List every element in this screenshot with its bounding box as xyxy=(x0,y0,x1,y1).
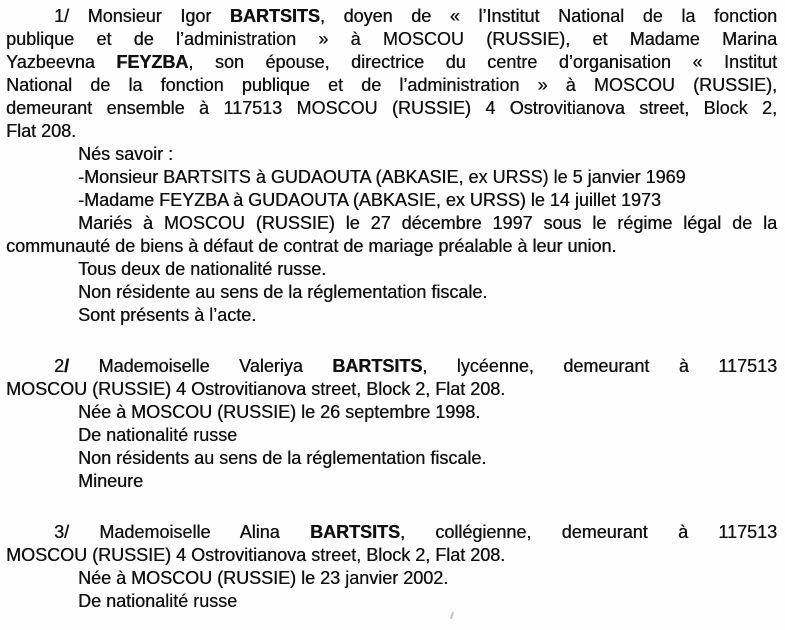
text-line xyxy=(6,97,777,120)
text-line xyxy=(6,5,777,28)
text-line xyxy=(6,378,777,401)
text-segment: Nés savoir : xyxy=(78,144,174,164)
text-segment: MOSCOU (RUSSIE) 4 Ostrovitianova street, Block 2, Flat 208. xyxy=(6,545,506,565)
text-segment: demeurant ensemble à 117513 MOSCOU (RUSSIE) 4 Ostrovitianova street, Block 2, xyxy=(6,98,777,118)
text-segment: Yazbeevna xyxy=(6,52,117,72)
text-segment: -Madame FEYZBA à GUDAOUTA (ABKASIE, ex URSS) le 14 juillet 1973 xyxy=(78,190,661,210)
text-segment: Mineure xyxy=(78,471,144,491)
text-segment: Mariés à MOSCOU (RUSSIE) le 27 décembre 1997 sous le régime légal de la xyxy=(78,213,777,233)
text-segment: , lycéenne, demeurant à 117513 xyxy=(422,356,777,376)
emphasized-name: BARTSITS xyxy=(229,6,320,26)
text-line xyxy=(6,120,777,143)
text-segment: 1/ Monsieur Igor xyxy=(54,6,230,26)
text-line xyxy=(6,189,777,212)
text-line xyxy=(6,28,777,51)
text-segment: , collégienne, demeurant à 117513 xyxy=(399,522,777,542)
text-line xyxy=(6,447,777,470)
text-line xyxy=(6,470,777,493)
text-segment: , doyen de « l’Institut National de la fonction xyxy=(319,6,777,26)
text-line xyxy=(6,544,777,567)
text-segment: MOSCOU (RUSSIE) 4 Ostrovitianova street, Block 2, Flat 208. xyxy=(6,379,506,399)
text-segment: De nationalité russe xyxy=(78,591,238,611)
text-line xyxy=(6,212,777,235)
document-text-block xyxy=(6,5,777,613)
text-line xyxy=(6,304,777,327)
text-line xyxy=(6,281,777,304)
text-line xyxy=(6,258,777,281)
text-segment: Sont présents à l’acte. xyxy=(78,305,257,325)
text-segment: communauté de biens à défaut de contrat de mariage préalable à leur union. xyxy=(6,236,617,256)
text-segment: De nationalité russe xyxy=(78,425,238,445)
text-segment: Née à MOSCOU (RUSSIE) le 23 janvier 2002. xyxy=(78,568,449,588)
text-line xyxy=(6,74,777,97)
text-segment: , son épouse, directrice du centre d’organisation « Institut xyxy=(188,52,777,72)
text-segment: publique et de l’administration » à MOSCOU (RUSSIE), et Madame Marina xyxy=(6,29,777,49)
text-line xyxy=(6,51,777,74)
text-line xyxy=(6,590,777,613)
text-segment: 3/ Mademoiselle Alina xyxy=(54,522,310,542)
emphasized-name: BARTSITS xyxy=(332,356,423,376)
emphasized-name: BARTSITS xyxy=(309,522,400,542)
text-line xyxy=(6,355,777,378)
text-segment: Non résidents au sens de la réglementation fiscale. xyxy=(78,448,487,468)
text-line xyxy=(6,521,777,544)
text-segment: Née à MOSCOU (RUSSIE) le 26 septembre 1998. xyxy=(78,402,481,422)
text-segment: Tous deux de nationalité russe. xyxy=(78,259,327,279)
emphasized-name: / xyxy=(64,356,70,376)
text-segment: -Monsieur BARTSITS à GUDAOUTA (ABKASIE, ex URSS) le 5 janvier 1969 xyxy=(78,167,686,187)
text-segment: Flat 208. xyxy=(6,121,77,141)
text-segment: Non résidente au sens de la réglementation fiscale. xyxy=(78,282,488,302)
text-line xyxy=(6,567,777,590)
text-line xyxy=(6,166,777,189)
text-segment: 2 xyxy=(54,356,65,376)
text-line xyxy=(6,235,777,258)
text-segment: National de la fonction publique et de l’administration » à MOSCOU (RUSSIE), xyxy=(6,75,777,95)
text-line xyxy=(6,143,777,166)
emphasized-name: FEYZBA xyxy=(116,52,189,72)
scan-speck-artifact xyxy=(450,612,454,619)
text-line xyxy=(6,401,777,424)
text-line xyxy=(6,424,777,447)
text-segment: Mademoiselle Valeriya xyxy=(69,356,333,376)
